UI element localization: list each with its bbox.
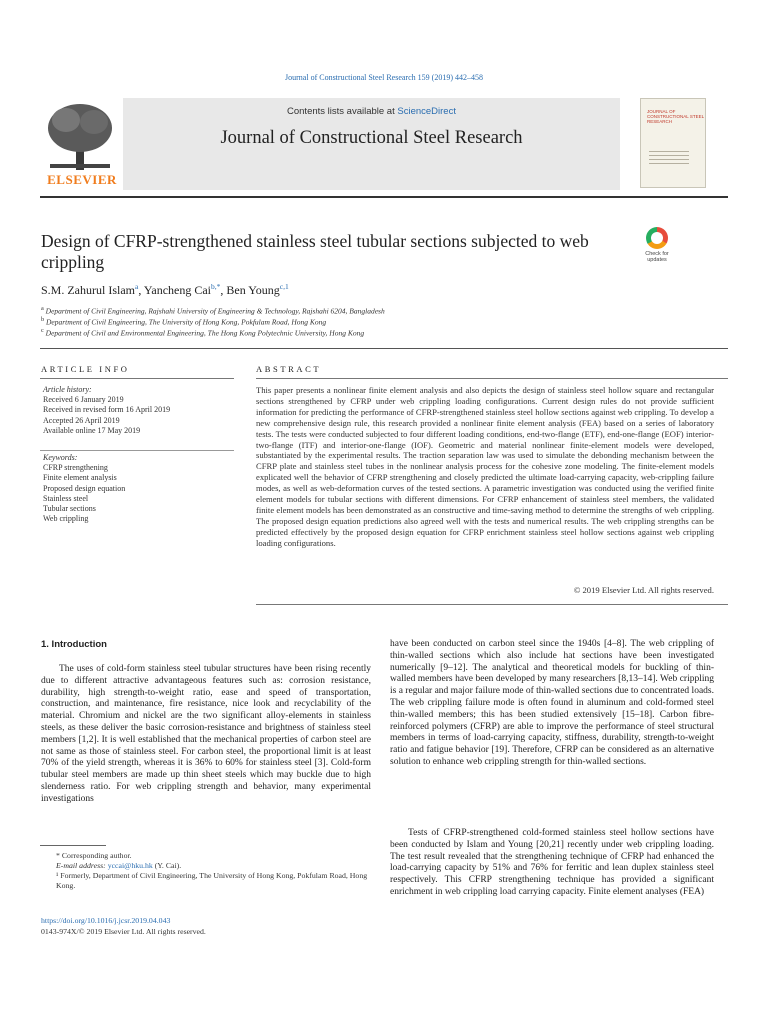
- cover-title: JOURNAL OF CONSTRUCTIONAL STEEL RESEARCH: [647, 109, 704, 124]
- journal-title: Journal of Constructional Steel Research: [220, 128, 523, 148]
- info-rule: [40, 378, 234, 379]
- author-name: Yancheng Cai: [143, 283, 212, 297]
- section-heading: 1. Introduction: [41, 639, 107, 650]
- intro-paragraph: The uses of cold-form stainless steel tubular structures have been rising recently due to different attractive advantageous features such as: corrosion resistance, durability, high strength-to-weight ratio, ease and speed of transportation, construction, and maintenance, fire resistance, nice look and recyclability of the material. Chromium and nickel are the two significant alloy-elements in stainless steels, as these deliver the basic corrosion-resistance and brightness of stainless steel members [1,2]. It is well established that the mechanical properties of carbon steel are not same as those of stainless steel. For carbon steel, the proportional limit is at least 70% of the yield strength, whereas it is 36% to 60% for stainless steel [3]. Cold-form tubular steel members are made up thin sheet steels which may buckle due to high slenderness ratio. For web crippling strength and behavior, many experimental investigations: [41, 664, 371, 804]
- footnote-formerly: ¹ Formerly, Department of Civil Engineering, The University of Hong Kong, Pokfulam Road, Hong Kong.: [56, 871, 368, 890]
- doi-link[interactable]: https://doi.org/10.1016/j.jcsr.2019.04.043: [41, 916, 171, 925]
- keywords-label: Keywords:: [43, 453, 78, 462]
- abstract-rule: [256, 604, 728, 605]
- contents-line: [123, 106, 620, 117]
- article-info-heading: ARTICLE INFO: [41, 364, 130, 374]
- keyword: Tubular sections: [43, 504, 96, 514]
- intro-paragraph: have been conducted on carbon steel since the 1940s [4–8]. The web crippling of thin-walled sections which also include hat sections have been investigated numerically [9–12]. The analytical and theoretical models for buckling of thin-walled members have been developed by many researchers [8,13–14]. Web crippling is a regular and major failure mode of thin-walled sections due to concentrated loads. The web crippling failure mode is often found in aluminum and cold-formed steel thin-walled members; this has been studied extensively [15–18]. Carbon fibre-reinforced polymers (CFRP) are able to improve the performance of steel structural members in terms of load-carrying capacity, stiffness, durability, strength-to-weight ratio and fatigue behavior [19]. Therefore, CFRP can be considered as an alternative solution to enhance web crippling strength for thin-walled sections.: [390, 639, 714, 767]
- header-rule: [40, 196, 728, 198]
- journal-reference-link[interactable]: Journal of Constructional Steel Research 159 (2019) 442–458: [285, 73, 483, 82]
- affiliation: $^b$ Department of Civil Engineering, The University of Hong Kong, Pokfulam Road, Hong Kong: [41, 316, 327, 327]
- footnotes: [43, 851, 373, 891]
- keyword: Web crippling: [43, 514, 89, 524]
- history-label: Article history:: [43, 385, 92, 394]
- paper-title: Design of CFRP-strengthened stainless steel tubular sections subjected to web crippling: [41, 231, 589, 272]
- email-link[interactable]: yccai@hku.hk: [107, 861, 153, 870]
- abstract-text: This paper presents a nonlinear finite element analysis and also depicts the design of stainless steel hollow square and rectangular sections strengthened by CFRP under web crippling loading configurations. Current design rules do not provide sufficient information for predicting the performance of CFRP-strengthened stainless steel hollow sections against web crippling. To develop a new comprehensive design rule, this research provided a nonlinear finite element analysis (FEA) based on a series of laboratory tests. The tests were conducted subjected to four different loading conditions, end-two-flange (ETF), end-one-flange (EOF) interior-two-flange (ITF) and interior-one-flange (IOF). Geometric and material nonlinear finite-element models were developed, substantiated by the experimental results. The traction separation law was used to simulate the debonding mechanism between the CFRP plate and stainless steel tubes in the nonlinear analysis process for the cohesive zone modeling. The finite-element models explicated well the behavior of CFRP strengthening and closely predicted the ultimate load-carrying capacity, web-crippling failure modes, as well as web-deformation curves of the tested sections. A parametric investigation was conducted using the verified finite element models for tubular sections with different dimensions. For CFRP enhancement of stainless steel members, the validated finite element models has been demonstrated as an constructive and time-saving method to determine the strengths of web crippling. The proposed design equation predictions also agreed well with the tests and numerical results. The web crippling strengths can be predicted effectively by the proposed design equation for CFRP enrichment stainless steel hollow sections against web crippling loading configurations.: [256, 385, 714, 548]
- sciencedirect-link[interactable]: ScienceDirect: [397, 106, 456, 117]
- journal-cover-thumbnail[interactable]: [640, 98, 706, 188]
- cover-decoration: [649, 151, 689, 167]
- section-rule: [40, 348, 728, 349]
- keywords-list: [43, 453, 125, 524]
- copyright-notice: © 2019 Elsevier Ltd. All rights reserved.: [573, 585, 714, 595]
- contents-prefix: Contents lists available at: [287, 106, 398, 117]
- check-for-updates-button[interactable]: [640, 227, 674, 265]
- author-affil-link[interactable]: a: [135, 282, 139, 291]
- affiliation: $^a$ Department of Civil Engineering, Rajshahi University of Engineering & Technology, Rajshahi 6204, Bangladesh: [41, 305, 385, 316]
- abstract-heading: ABSTRACT: [256, 364, 322, 374]
- info-rule: [40, 450, 234, 451]
- author-list: S.M. Zahurul Islam$^a$, Yancheng Cai$^{b,*}$, Ben Young$^{c,1}$: [41, 282, 289, 297]
- history-item: Received 6 January 2019: [43, 395, 124, 405]
- author-name: Ben Young: [226, 283, 280, 297]
- affiliation: $^c$ Department of Civil and Environmental Engineering, The Hong Kong Polytechnic University, Hong Kong: [41, 327, 365, 338]
- abstract-rule: [256, 378, 728, 379]
- intro-paragraph: Tests of CFRP-strengthened cold-formed stainless steel hollow sections have been conducted by Islam and Young [20,21] recently under web crippling loading. The test result revealed that the strengthening technique of CFRP had enhanced the load-carrying capacity by 51% and 76% for ferritic and lean duplex stainless steel respectively. This CFRP strengthening technique has provided a significant enrichment in web crippling load carrying capacity. Finite element analyses (FEA): [390, 828, 714, 897]
- footnote-email: E-mail address: yccai@hku.hk (Y. Cai).: [56, 861, 182, 870]
- author-affil-link[interactable]: b,*: [211, 282, 221, 291]
- history-item: Available online 17 May 2019: [43, 425, 141, 435]
- author-affil-link[interactable]: c,1: [279, 282, 289, 291]
- check-updates-label: Check for updates: [645, 251, 669, 263]
- author-name: S.M. Zahurul Islam: [41, 283, 135, 297]
- history-item: Received in revised form 16 April 2019: [43, 405, 171, 415]
- publisher-name: ELSEVIER: [47, 172, 117, 187]
- keyword: Stainless steel: [43, 493, 89, 503]
- keyword: CFRP strengthening: [43, 463, 108, 473]
- article-history: [43, 385, 170, 436]
- keyword: Proposed design equation: [43, 483, 126, 493]
- footnote-corresponding: * Corresponding author.: [56, 851, 132, 860]
- keyword: Finite element analysis: [43, 473, 117, 483]
- issn-line: 0143-974X/© 2019 Elsevier Ltd. All rights reserved.: [41, 927, 206, 936]
- footnote-rule: [40, 845, 106, 846]
- history-item: Accepted 26 April 2019: [43, 415, 120, 425]
